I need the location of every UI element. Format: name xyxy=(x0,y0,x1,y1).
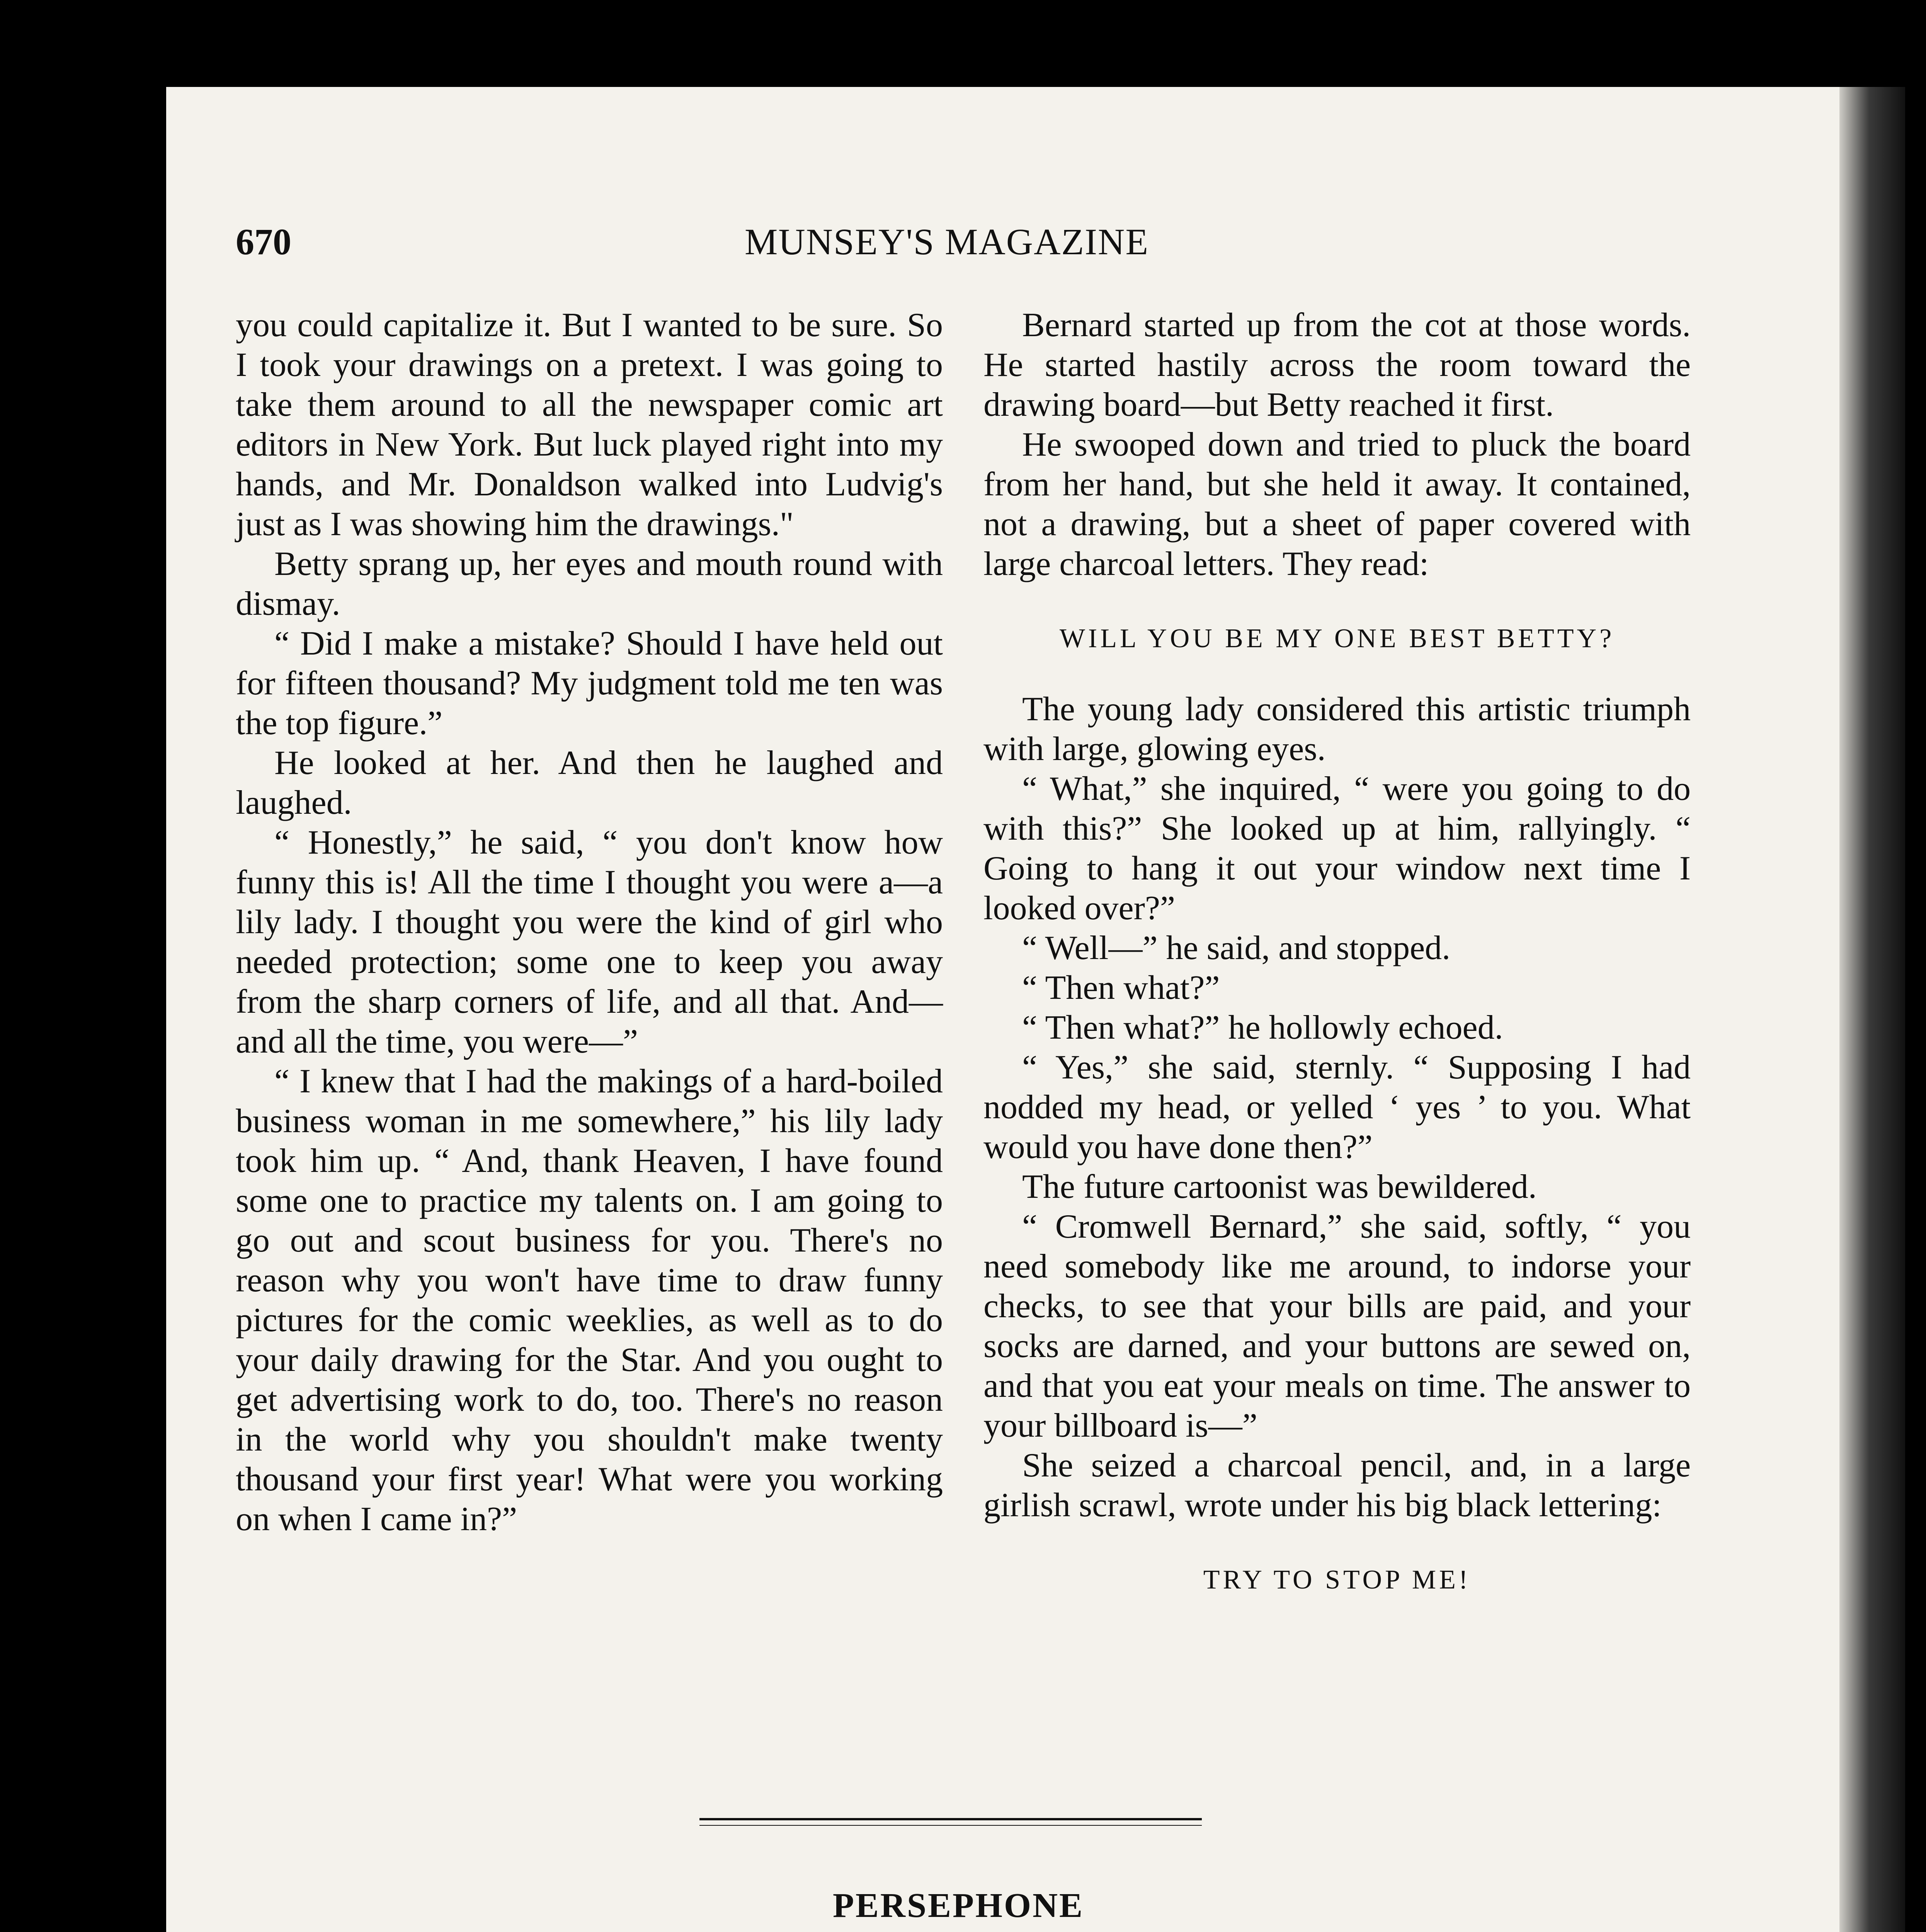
poem-title: PERSEPHONE xyxy=(832,1886,1084,1925)
story-paragraph: “ What,” she inquired, “ were you going to do with this?” She looked up at him, rallyingly. “ Going to hang it out your window next time I looked over?” xyxy=(983,770,1691,927)
story-paragraph: Betty sprang up, her eyes and mouth round with dismay. xyxy=(236,545,943,622)
section-divider xyxy=(699,1818,1202,1826)
closing-text: TRY TO STOP ME! xyxy=(1203,1565,1471,1595)
page-header xyxy=(236,220,1704,274)
story-paragraph: “ Cromwell Bernard,” she said, softly, “ you need somebody like me around, to indorse your checks, to see that your bills are paid, and your socks are darned, and your buttons are sewed on, and that you eat your meals on time. The answer to your billboard is—” xyxy=(983,1208,1691,1444)
story-paragraph: you could capitalize it. But I wanted to be sure. So I took your drawings on a pretext. I was going to take them around to all the newspaper comic art editors in New York. But luck played right into my hands, and Mr. Donaldson walked into Ludvig's just as I was showing him the drawings." xyxy=(236,306,943,543)
story-paragraph: “ Honestly,” he said, “ you don't know how funny this is! All the time I thought you were a—a lily lady. I thought you were the kind of girl who needed protection; some one to keep you away from the sharp corners of life, and all that. And—and all the time, you were—” xyxy=(236,824,943,1060)
story-paragraph: The future cartoonist was bewildered. xyxy=(1022,1168,1537,1206)
story-paragraph: Bernard started up from the cot at those words. He started hastily across the room toward the drawing board—but Betty reached it first. xyxy=(983,306,1691,423)
story-paragraph: “ Then what?” he hollowly echoed. xyxy=(1022,1009,1503,1046)
page-edge-shadow xyxy=(1839,87,1905,1932)
story-paragraph: “ Did I make a mistake? Should I have held out for fifteen thousand? My judgment told me ten was the top figure.” xyxy=(236,625,943,742)
story-paragraph: The young lady considered this artistic triumph with large, glowing eyes. xyxy=(983,690,1691,768)
story-paragraph: “ Yes,” she said, sternly. “ Supposing I had nodded my head, or yelled ‘ yes ’ to you. What would you have done then?” xyxy=(983,1049,1691,1166)
left-column xyxy=(236,305,943,1539)
story-paragraph: “ Then what?” xyxy=(1022,969,1220,1007)
page-number: 670 xyxy=(236,221,291,262)
story-paragraph: He swooped down and tried to pluck the board from her hand, but she held it away. It contained, not a drawing, but a sheet of paper covered with large charcoal letters. They read: xyxy=(983,426,1691,583)
running-title: MUNSEY'S MAGAZINE xyxy=(745,221,1149,262)
story-paragraph: “ Well—” he said, and stopped. xyxy=(1022,929,1451,967)
story-paragraph: He looked at her. And then he laughed and laughed. xyxy=(236,744,943,821)
sign-text: WILL YOU BE MY ONE BEST BETTY? xyxy=(1059,624,1615,653)
story-paragraph: She seized a charcoal pencil, and, in a large girlish scrawl, wrote under his big black lettering: xyxy=(983,1447,1691,1524)
story-paragraph: “ I knew that I had the makings of a hard-boiled business woman in me somewhere,” his lily lady took him up. “ And, thank Heaven, I have found some one to practice my talents on. I am going to go out and scout business for you. There's no reason why you won't have time to draw funny pictures for the comic weeklies, as well as to do your daily drawing for the Star. And you ought to get advertising work to do, too. There's no reason in the world why you shouldn't make twenty thousand your first year! What were you working on when I came in?” xyxy=(236,1063,943,1538)
right-column xyxy=(983,305,1691,1631)
